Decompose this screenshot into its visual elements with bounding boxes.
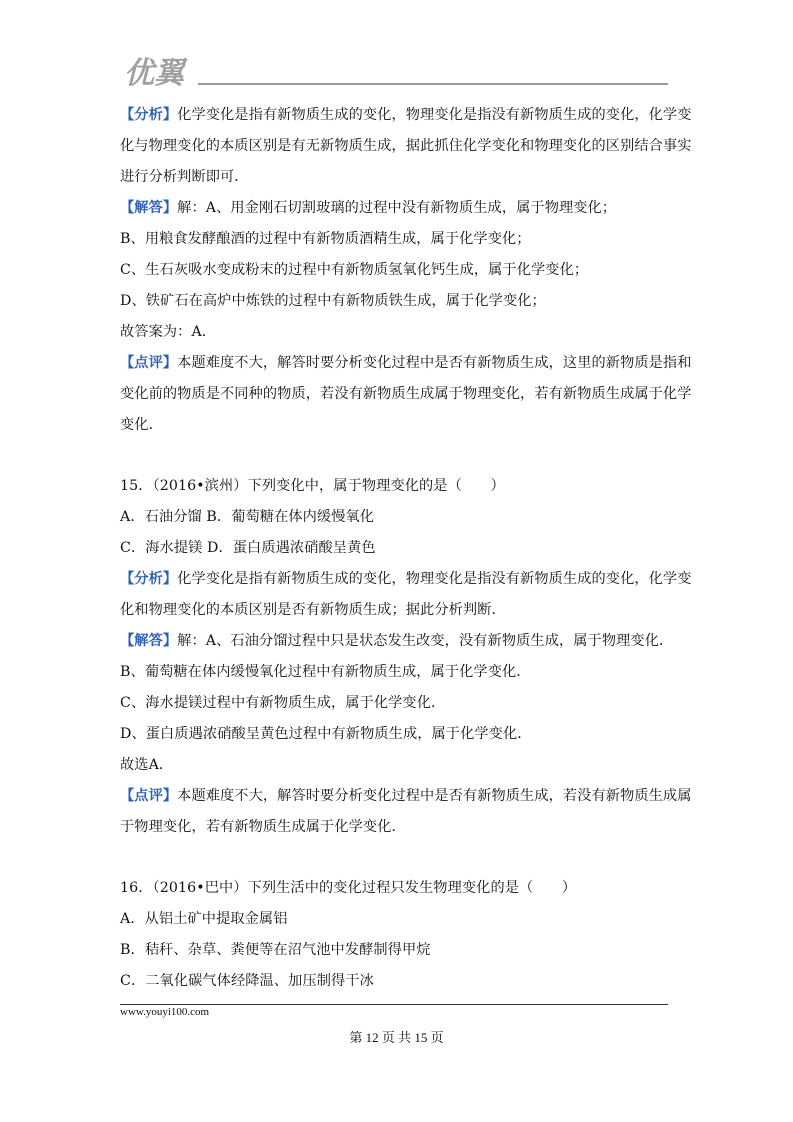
line-text: 化和物理变化的本质区别是否有新物质生成；据此分析判断．	[120, 602, 506, 618]
line-text: 16．（2016•巴中）下列生活中的变化过程只发生物理变化的是（ ）	[120, 880, 577, 896]
page-number: 第 12 页 共 15 页	[349, 1030, 444, 1045]
text-line	[120, 626, 675, 657]
line-text: 于物理变化，若有新物质生成属于化学变化．	[120, 819, 406, 835]
text-line	[120, 595, 675, 626]
line-text: A．从铝土矿中提取金属铝	[120, 911, 288, 927]
paragraph-gap	[120, 843, 675, 873]
text-line	[120, 719, 675, 750]
section-tag: 【解答】	[120, 200, 178, 216]
text-line	[120, 100, 692, 131]
line-text: 变化．	[120, 417, 163, 433]
text-line	[120, 348, 692, 379]
footer-url: www.youyi100.com	[120, 1006, 210, 1018]
document-body	[120, 100, 692, 997]
text-line	[120, 935, 675, 966]
text-line	[120, 193, 675, 224]
line-text: 解：A、石油分馏过程中只是状态发生改变，没有新物质生成，属于物理变化．	[177, 633, 674, 649]
text-line	[120, 657, 675, 688]
line-text: 化学变化是指有新物质生成的变化，物理变化是指没有新物质生成的变化，化学变	[177, 107, 692, 123]
section-tag: 【解答】	[120, 633, 178, 649]
header-rule	[198, 83, 668, 85]
paragraph-gap	[120, 441, 675, 471]
text-line	[120, 781, 692, 812]
line-text: C．二氧化碳气体经降温、加压制得干冰	[120, 973, 374, 989]
text-line	[120, 533, 675, 564]
text-line	[120, 286, 675, 317]
line-text: C、生石灰吸水变成粉末的过程中有新物质氢氧化钙生成，属于化学变化；	[120, 262, 589, 278]
text-line	[120, 317, 675, 348]
text-line	[120, 904, 675, 935]
text-line	[120, 812, 675, 843]
line-text: 故选A．	[120, 757, 174, 773]
text-line	[120, 966, 675, 997]
line-text: A．石油分馏 B．葡萄糖在体内缓慢氧化	[120, 509, 375, 525]
logo-text: 优翼	[124, 56, 184, 90]
section-tag: 【点评】	[120, 788, 178, 804]
line-text: 15．（2016•滨州）下列变化中，属于物理变化的是（ ）	[120, 478, 505, 494]
text-line	[120, 224, 675, 255]
text-line	[120, 873, 675, 904]
text-line	[120, 688, 675, 719]
text-line	[120, 750, 675, 781]
text-line	[120, 502, 675, 533]
text-line	[120, 564, 692, 595]
line-text: 化学变化是指有新物质生成的变化，物理变化是指没有新物质生成的变化，化学变	[177, 571, 692, 587]
section-tag: 【分析】	[120, 571, 178, 587]
text-line	[120, 162, 675, 193]
line-text: 解：A、用金刚石切割玻璃的过程中没有新物质生成，属于物理变化；	[177, 200, 617, 216]
text-line	[120, 471, 675, 502]
line-text: B．秸秆、杂草、粪便等在沼气池中发酵制得甲烷	[120, 942, 431, 958]
text-line	[120, 131, 692, 162]
line-text: D、蛋白质遇浓硝酸呈黄色过程中有新物质生成，属于化学变化．	[120, 726, 532, 742]
line-text: D、铁矿石在高炉中炼铁的过程中有新物质铁生成，属于化学变化；	[120, 293, 546, 309]
line-text: 化与物理变化的本质区别是有无新物质生成，据此抓住化学变化和物理变化的区别结合事实	[120, 138, 692, 154]
line-text: B、用粮食发酵酿酒的过程中有新物质酒精生成，属于化学变化；	[120, 231, 531, 247]
line-text: 本题难度不大，解答时要分析变化过程中是否有新物质生成，这里的新物质是指和	[177, 355, 692, 371]
text-line	[120, 255, 675, 286]
line-text: C、海水提镁过程中有新物质生成，属于化学变化．	[120, 695, 446, 711]
line-text: 进行分析判断即可．	[120, 169, 249, 185]
line-text: C．海水提镁 D．蛋白质遇浓硝酸呈黄色	[120, 540, 376, 556]
footer-rule	[120, 1004, 668, 1005]
line-text: B、葡萄糖在体内缓慢氧化过程中有新物质生成，属于化学变化．	[120, 664, 531, 680]
line-text: 本题难度不大，解答时要分析变化过程中是否有新物质生成，若没有新物质生成属	[177, 788, 692, 804]
text-line	[120, 410, 675, 441]
line-text: 变化前的物质是不同种的物质，若没有新物质生成属于物理变化，若有新物质生成属于化学	[120, 386, 692, 402]
text-line	[120, 379, 692, 410]
section-tag: 【分析】	[120, 107, 178, 123]
section-tag: 【点评】	[120, 355, 178, 371]
line-text: 故答案为：A．	[120, 324, 217, 340]
